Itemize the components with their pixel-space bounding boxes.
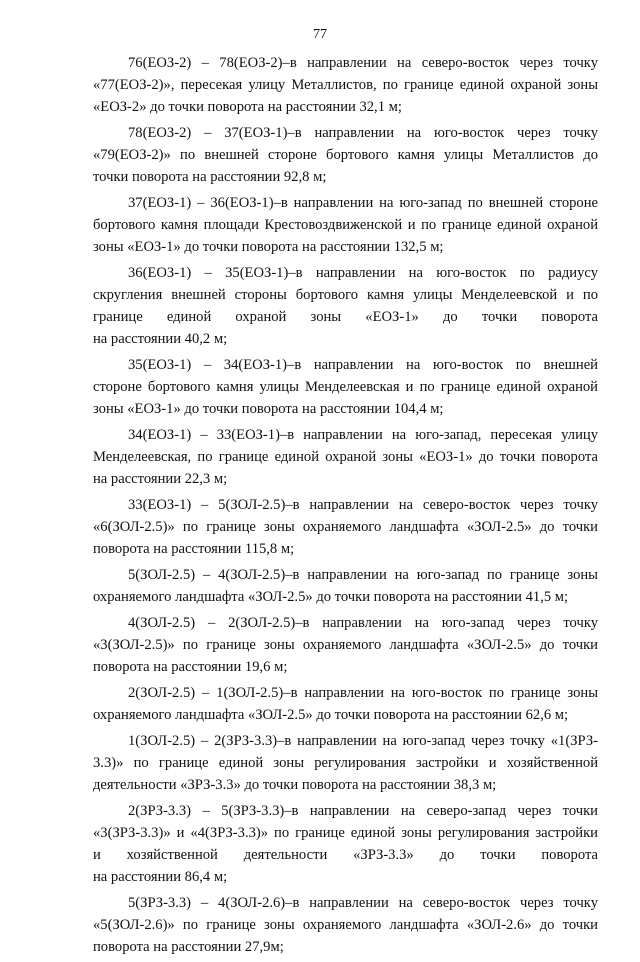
document-body xyxy=(93,52,598,962)
text-line: 2(ЗОЛ-2.5) – 1(ЗОЛ-2.5)–в направлении на юго-восток по границе зоны xyxy=(128,685,598,701)
text-line: бортового камня площади Крестовоздвиженской и по границе единой охраной xyxy=(93,217,598,233)
text-line: поворота на расстоянии 27,9м; xyxy=(93,939,284,955)
text-line: «77(ЕОЗ-2)», пересекая улицу Металлистов, по границе единой охраной зоны xyxy=(93,77,598,93)
text-line: «3(ЗРЗ-3.3)» и «4(ЗРЗ-3.3)» по границе единой зоны регулирования застройки xyxy=(93,825,598,841)
text-line: на расстоянии 22,3 м; xyxy=(93,471,228,487)
text-line: 36(ЕОЗ-1) – 35(ЕОЗ-1)–в направлении на юго-восток по радиусу xyxy=(128,265,598,281)
text-line: «79(ЕОЗ-2)» по внешней стороне бортового камня улицы Металлистов до xyxy=(93,147,598,163)
text-line: поворота на расстоянии 115,8 м; xyxy=(93,541,295,557)
text-line: стороне бортового камня улицы Менделеевская и по границе единой охраной xyxy=(93,379,598,395)
text-line: охраняемого ландшафта «ЗОЛ-2.5» до точки поворота на расстоянии 41,5 м; xyxy=(93,589,569,605)
paragraph xyxy=(93,892,598,958)
text-line: 2(ЗРЗ-3.3) – 5(ЗРЗ-3.3)–в направлении на северо-запад через точки xyxy=(128,803,598,819)
text-line: скругления внешней стороны бортового камня улицы Менделеевской и по xyxy=(93,287,598,303)
paragraph xyxy=(93,192,598,258)
text-line: 76(ЕОЗ-2) – 78(ЕОЗ-2)–в направлении на северо-восток через точку xyxy=(128,55,598,71)
text-line: 78(ЕОЗ-2) – 37(ЕОЗ-1)–в направлении на юго-восток через точку xyxy=(128,125,598,141)
text-line: 34(ЕОЗ-1) – 33(ЕОЗ-1)–в направлении на юго-запад, пересекая улицу xyxy=(128,427,598,443)
text-line: на расстоянии 86,4 м; xyxy=(93,869,228,885)
text-line: Менделеевская, по границе единой охраной зоны «ЕОЗ-1» до точки поворота xyxy=(93,449,598,465)
paragraph xyxy=(93,800,598,888)
text-line: 1(ЗОЛ-2.5) – 2(ЗРЗ-3.3)–в направлении на юго-запад через точку «1(ЗРЗ- xyxy=(128,733,598,749)
paragraph xyxy=(93,564,598,608)
text-line: 33(ЕОЗ-1) – 5(ЗОЛ-2.5)–в направлении на северо-восток через точку xyxy=(128,497,598,513)
text-line: зоны «ЕОЗ-1» до точки поворота на расстоянии 132,5 м; xyxy=(93,239,444,255)
text-line: 4(ЗОЛ-2.5) – 2(ЗОЛ-2.5)–в направлении на юго-запад через точку xyxy=(128,615,598,631)
paragraph xyxy=(93,682,598,726)
paragraph xyxy=(93,424,598,490)
text-line: точки поворота на расстоянии 92,8 м; xyxy=(93,169,327,185)
text-line: на расстоянии 40,2 м; xyxy=(93,331,228,347)
text-line: «5(ЗОЛ-2.6)» по границе зоны охраняемого ландшафта «ЗОЛ-2.6» до точки xyxy=(93,917,598,933)
paragraph xyxy=(93,262,598,350)
text-line: 37(ЕОЗ-1) – 36(ЕОЗ-1)–в направлении на юго-запад по внешней стороне xyxy=(128,195,598,211)
paragraph xyxy=(93,494,598,560)
text-line: охраняемого ландшафта «ЗОЛ-2.5» до точки поворота на расстоянии 62,6 м; xyxy=(93,707,569,723)
text-line: «3(ЗОЛ-2.5)» по границе зоны охраняемого ландшафта «ЗОЛ-2.5» до точки xyxy=(93,637,598,653)
page-number: 77 xyxy=(313,27,327,42)
text-line: «ЕОЗ-2» до точки поворота на расстоянии 32,1 м; xyxy=(93,99,402,115)
text-line: границе единой охраной зоны «ЕОЗ-1» до точки поворота xyxy=(93,309,598,325)
text-line: и хозяйственной деятельности «ЗРЗ-3.3» до точки поворота xyxy=(93,847,598,863)
text-line: 5(ЗРЗ-3.3) – 4(ЗОЛ-2.6)–в направлении на северо-восток через точку xyxy=(128,895,598,911)
text-line: 3.3)» по границе единой зоны регулирования застройки и хозяйственной xyxy=(93,755,598,771)
paragraph xyxy=(93,122,598,188)
text-line: 5(ЗОЛ-2.5) – 4(ЗОЛ-2.5)–в направлении на юго-запад по границе зоны xyxy=(128,567,598,583)
paragraph xyxy=(93,354,598,420)
paragraph xyxy=(93,612,598,678)
paragraph xyxy=(93,52,598,118)
text-line: деятельности «ЗРЗ-3.3» до точки поворота на расстоянии 38,3 м; xyxy=(93,777,497,793)
text-line: «6(ЗОЛ-2.5)» по границе зоны охраняемого ландшафта «ЗОЛ-2.5» до точки xyxy=(93,519,598,535)
paragraph xyxy=(93,730,598,796)
text-line: зоны «ЕОЗ-1» до точки поворота на расстоянии 104,4 м; xyxy=(93,401,444,417)
text-line: 35(ЕОЗ-1) – 34(ЕОЗ-1)–в направлении на юго-восток по внешней xyxy=(128,357,598,373)
text-line: поворота на расстоянии 19,6 м; xyxy=(93,659,288,675)
